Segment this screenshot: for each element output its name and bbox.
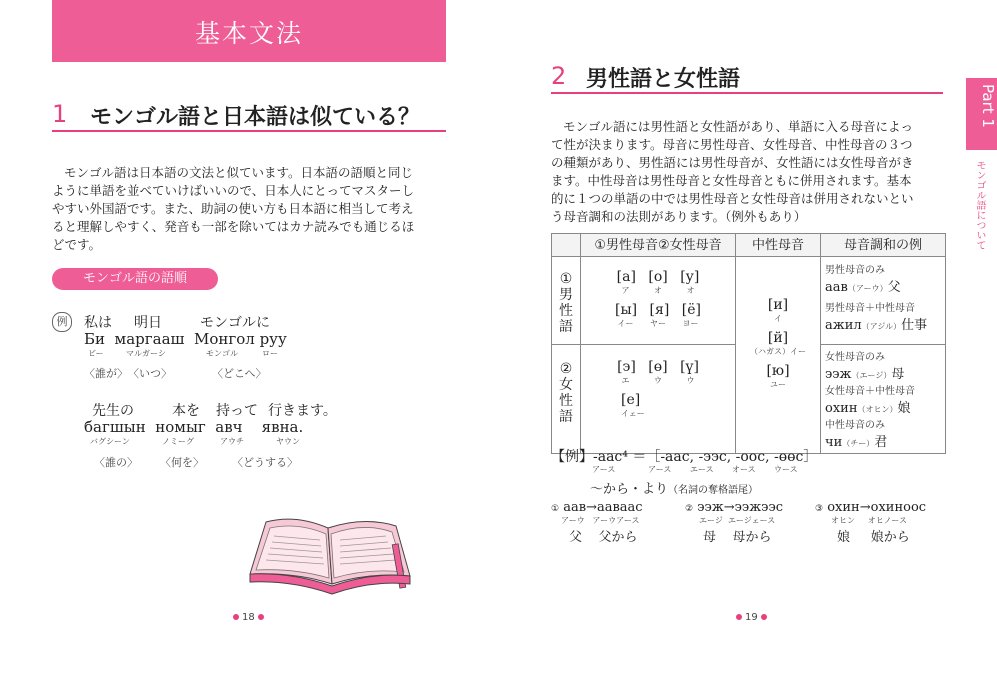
row-label-female [552, 345, 581, 454]
formula-ruby-4: オース [732, 465, 756, 474]
harmony-word: чи [825, 435, 843, 450]
example-base-ruby: アーウ [561, 516, 585, 525]
ex2-mongolian: багшын номыг авч явна. [84, 418, 304, 436]
ex1-ruby-4: ロー [262, 349, 278, 358]
page-dot [761, 614, 767, 620]
intro-line: の種類があり、男性語には男性母音が、女性語には女性母音がき [551, 155, 914, 170]
intro-line: て性が決まります。母音に男性母音、女性母音、中性母音の３つ [551, 137, 913, 152]
page-dot [736, 614, 742, 620]
intro-line: やすい外国語です。また、助詞の使い方も日本語に相当して考え [52, 201, 414, 216]
table-header-neutral: 中性母音 [736, 234, 821, 257]
example-base: ээж [697, 500, 724, 515]
vowel: [о] [648, 269, 668, 285]
vowel-reading: イ [774, 314, 782, 323]
formula-ruby-5: ウース [774, 465, 798, 474]
open-book-illustration [246, 514, 414, 598]
harmony-heading: 女性母音＋中性母音 [825, 386, 915, 397]
page-dot [233, 614, 239, 620]
ex1-gloss-2: 〈いつ〉 [128, 367, 172, 380]
vowel: [й] [767, 330, 789, 346]
vowel: [и] [767, 297, 789, 313]
example-item-1 [551, 500, 679, 545]
ex2-jp-1: 先生の [92, 403, 134, 419]
harmony-heading: 男性母音のみ [825, 265, 885, 276]
ex1-gloss-1: 〈誰が〉 [84, 367, 128, 380]
ex2-ruby-2: ノミーグ [162, 437, 194, 446]
rule-example-line [551, 446, 817, 466]
vowel-reading: イェー [621, 409, 645, 418]
harmony-meaning: 父 [887, 280, 901, 295]
section-title-2: 男性語と女性語 [586, 67, 741, 92]
section-rule-2 [551, 92, 943, 94]
vowel: [е] [621, 392, 641, 408]
example-base: охин [827, 500, 860, 515]
arrow-icon: → [723, 500, 735, 515]
formula-ruby-1: アース [592, 465, 616, 474]
example-base-ruby: エージ [699, 516, 723, 525]
ex1-ruby-2: マルガーシ [126, 349, 166, 358]
male-vowels-cell [581, 257, 736, 345]
vowel: [у] [680, 269, 700, 285]
example-base-ruby: オヒン [831, 516, 855, 525]
ex2-gloss-2: 〈何を〉 [160, 456, 204, 469]
table-corner [552, 234, 581, 257]
section-number-2: 2 [551, 62, 567, 90]
ex2-ruby-1: バグシーン [90, 437, 130, 446]
ex2-jp-4: 行きます。 [268, 403, 337, 419]
vowel: [ү] [680, 359, 699, 375]
vowel: [э] [617, 359, 636, 375]
harmony-word: охин [825, 401, 858, 416]
intro-line: ます。中性母音は男性母音と女性母音ともに併用されます。基本 [551, 173, 912, 188]
chapter-title: 基本文法 [194, 19, 303, 48]
ex1-mongolian: Би маргааш Монгол руу [84, 330, 287, 348]
part-tab-label: Part 1 [979, 84, 997, 128]
harmony-meaning: 仕事 [901, 318, 928, 333]
vowel-reading: エ [621, 376, 630, 385]
vowel: [ё] [681, 302, 701, 318]
intro-paragraph-left [52, 164, 446, 254]
formula-ruby-2: アース [648, 465, 672, 474]
example-base: аав [563, 500, 587, 515]
example-item-2 [685, 500, 813, 545]
harmony-heading: 中性母音のみ [825, 420, 885, 431]
example-num: ② [685, 504, 694, 514]
example-derived: ээжээс [734, 500, 784, 515]
vowel-reading: イー [617, 319, 634, 328]
harmony-reading: （アーウ） [847, 284, 888, 293]
harmony-reading: （オヒン） [857, 405, 898, 414]
harmony-reading: （エージ） [851, 371, 892, 380]
harmony-female-cell [821, 345, 946, 454]
vowel-reading: ウ [654, 376, 662, 385]
example-derived: охиноос [870, 500, 927, 515]
rule-explanation-text: 〜から・より [590, 482, 669, 497]
intro-line: モンゴル語には男性語と女性語があり、単語に入る母音によっ [563, 119, 914, 134]
section-title-1: モンゴル語と日本語は似ている？ [90, 105, 421, 130]
harmony-reading: （チー） [842, 439, 875, 448]
ex2-gloss-3: 〈どうする〉 [232, 456, 298, 469]
rule-explanation [590, 478, 758, 497]
arrow-icon: → [859, 500, 871, 515]
rule-explanation-note: （名詞の奪格語尾） [668, 485, 759, 496]
ex2-ruby-3: アウチ [220, 437, 244, 446]
example-derived-jp: 父から [598, 530, 638, 545]
page-number-left [230, 612, 267, 623]
example-item-3 [815, 500, 951, 545]
arrow-icon: → [586, 500, 597, 515]
page-dot [258, 614, 264, 620]
vowel: [ю] [766, 363, 790, 379]
harmony-heading: 女性母音のみ [825, 352, 885, 363]
row-label-male-text: ①男性語 [559, 271, 573, 335]
vowel: [я] [649, 302, 670, 318]
example-derived-jp: 母から [732, 530, 772, 545]
page-number-value: 18 [242, 612, 255, 623]
formula-ruby-3: エース [690, 465, 714, 474]
intro-paragraph-right [551, 118, 943, 226]
ex1-jp-3: モンゴルに [200, 315, 270, 331]
page-number-right [733, 612, 770, 623]
example-derived-ruby: オヒノース [867, 516, 907, 525]
example-derived: аавaac [596, 500, 643, 515]
intro-line: ように単語を並べていけばいいので、日本人にとってマスターし [52, 183, 415, 198]
intro-line: モンゴル語は日本語の文法と似ています。日本語の語順と同じ [64, 165, 414, 180]
intro-line: どです。 [52, 237, 102, 252]
vowel-table [551, 233, 946, 454]
intro-line: 的に１つの単語の中では男性母音と女性母音は併用されないとい [551, 191, 914, 206]
vowel: [а] [616, 269, 636, 285]
vowel-reading: ア [621, 286, 630, 295]
vowel: [ө] [648, 359, 668, 375]
vowel-reading: ヨー [682, 319, 699, 328]
row-label-female-text: ②女性語 [559, 361, 573, 425]
table-header-harmony: 母音調和の例 [821, 234, 946, 257]
ex1-jp-2: 明日 [134, 315, 162, 331]
ex1-ruby-3: モンゴル [206, 349, 238, 358]
harmony-heading: 男性母音＋中性母音 [825, 303, 915, 314]
intro-line: う母音調和の法則があります。（例外もあり） [551, 209, 807, 224]
part-subtitle: モンゴル語について [974, 160, 985, 250]
ex1-jp-1: 私は [84, 315, 112, 331]
section-rule-1 [52, 130, 446, 132]
female-vowels-cell [581, 345, 736, 454]
example-base-jp: 娘 [837, 530, 851, 545]
example-base-jp: 母 [703, 530, 717, 545]
harmony-word: ажил [825, 318, 862, 333]
example-base-jp: 父 [569, 530, 583, 545]
row-label-male [552, 257, 581, 345]
harmony-word: аав [825, 280, 848, 295]
example-mark: 例 [52, 312, 72, 332]
ex1-gloss-3: 〈どこへ〉 [212, 367, 267, 380]
ex2-jp-2: 本を [172, 403, 200, 419]
ex2-gloss-1: 〈誰の〉 [94, 456, 138, 469]
example-derived-ruby: アーウアース [592, 516, 640, 525]
neutral-vowels-cell [736, 257, 821, 454]
vowel-reading: オ [686, 286, 695, 295]
word-order-badge: モンゴル語の語順 [52, 268, 218, 290]
vowel-reading: （ハガス）イー [750, 347, 806, 356]
vowel-reading: オ [654, 286, 662, 295]
vowel-reading: ウ [686, 376, 695, 385]
vowel-reading: ユー [770, 380, 786, 389]
vowel: [ы] [615, 302, 638, 318]
ex2-jp-3: 持って [216, 403, 258, 419]
example-num: ① [551, 504, 560, 514]
example-derived-ruby: エージェース [727, 516, 776, 525]
harmony-reading: （アジル） [861, 322, 902, 331]
intro-line: ると理解しやすく、発音も一部を除いてはカナ読みでも通じるほ [52, 219, 415, 234]
section-number-1: 1 [52, 100, 68, 128]
harmony-word: ээж [825, 367, 852, 382]
vowel-reading: ヤー [650, 319, 666, 328]
harmony-male-cell [821, 257, 946, 345]
example-derived-jp: 娘から [870, 530, 910, 545]
harmony-meaning: 君 [874, 435, 888, 450]
ex2-ruby-4: ヤウン [276, 437, 300, 446]
rule-example-label: 【例】 [551, 449, 593, 465]
page-number-value: 19 [745, 612, 758, 623]
rule-formula: -аас⁴ ＝［-аас, -ээс, -оос, -өөс］ [593, 449, 818, 465]
harmony-meaning: 娘 [897, 401, 911, 416]
example-num: ③ [815, 504, 824, 514]
ex1-ruby-1: ビー [88, 349, 104, 358]
harmony-meaning: 母 [891, 367, 905, 382]
table-header-vowels: ①男性母音②女性母音 [581, 234, 736, 257]
